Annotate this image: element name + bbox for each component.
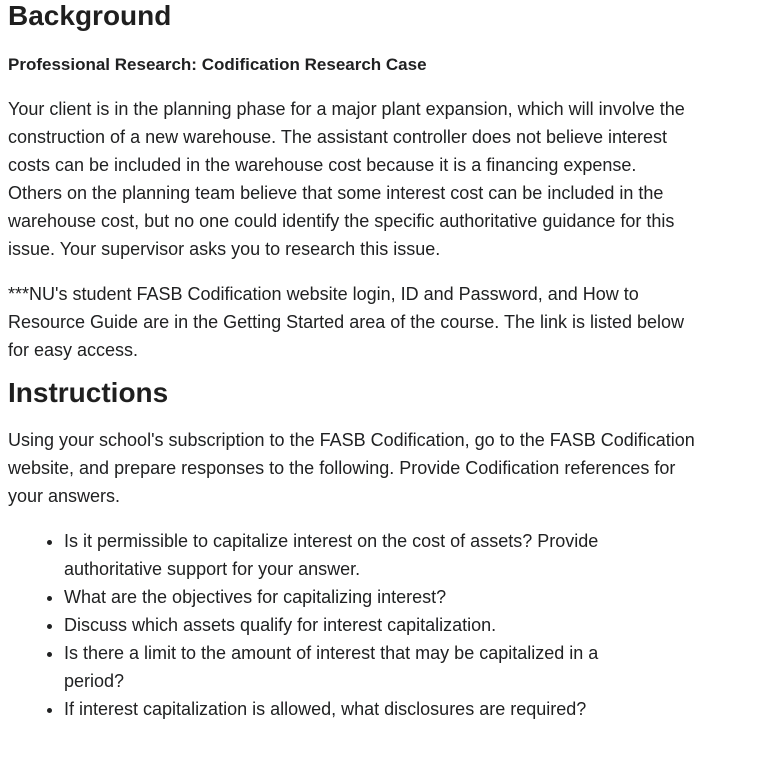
list-item: • Discuss which assets qualify for interest capitalization. (64, 611, 734, 639)
question-list (8, 527, 734, 723)
list-item: • If interest capitalization is allowed, what disclosures are required? (64, 695, 734, 723)
codification-access-note: ***NU's student FASB Codification website login, ID and Password, and How to Resource Guide are in the Getting Started area of the course. The link is listed below for easy access. (8, 284, 685, 360)
list-item: • Is it permissible to capitalize interest on the cost of assets? Provide authoritative support for your answer. (64, 527, 734, 583)
instructions-intro: Using your school's subscription to the FASB Codification, go to the FASB Codification website, and prepare responses to the following. Provide Codification references for your answers. (8, 430, 695, 506)
list-item: • Is there a limit to the amount of interest that may be capitalized in a period? (64, 639, 734, 695)
list-item: • What are the objectives for capitalizing interest? (64, 583, 734, 611)
case-description-paragraph: Your client is in the planning phase for a major plant expansion, which will involve the construction of a new warehouse. The assistant controller does not believe interest costs can be included in the warehouse cost because it is a financing expense. Others on the planning team believe that some interest cost can be included in the warehouse cost, but no one could identify the specific authoritative guidance for this issue. Your supervisor asks you to research this issue. (8, 99, 685, 259)
instructions-heading: Instructions (8, 377, 169, 408)
research-case-subheading: Professional Research: Codification Research Case (8, 55, 427, 74)
background-heading: Background (8, 0, 172, 31)
